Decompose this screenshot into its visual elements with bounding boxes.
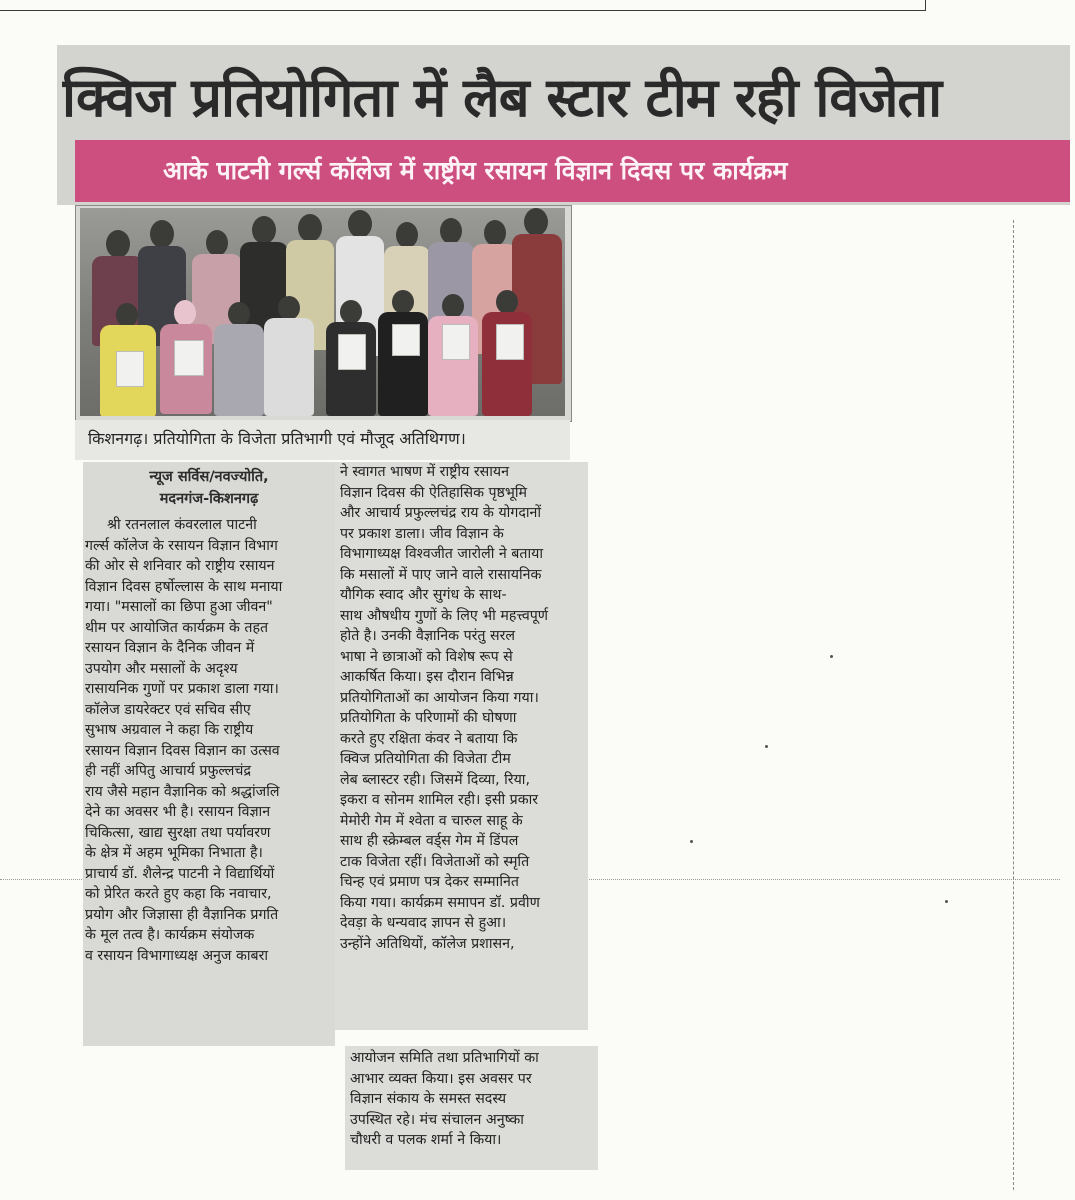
text-line: आभार व्यक्त किया। इस अवसर पर — [350, 1070, 532, 1087]
text-line: आकर्षित किया। इस दौरान विभिन्न — [340, 669, 514, 685]
text-line: करते हुए रक्षिता कंवर ने बताया कि — [340, 730, 518, 747]
text-line: इकरा व सोनम शामिल रही। इसी प्रकार — [340, 792, 539, 808]
scan-speck — [945, 900, 948, 903]
text-line: की ओर से शनिवार को राष्ट्रीय रसायन — [85, 558, 275, 574]
subheadline: आके पाटनी गर्ल्स कॉलेज में राष्ट्रीय रसायन विज्ञान दिवस पर कार्यक्रम — [163, 156, 788, 185]
text-line: ने स्वागत भाषण में राष्ट्रीय रसायन — [340, 464, 510, 480]
scan-speck — [830, 655, 833, 658]
text-line: और आचार्य प्रफुल्लचंद्र राय के योगदानों — [340, 505, 542, 521]
text-line: मेमोरी गेम में श्वेता व चारुल साहू के — [340, 812, 523, 829]
text-line: राय जैसे महान वैज्ञानिक को श्रद्धांजलि — [85, 783, 280, 800]
scan-speck — [690, 840, 693, 843]
text-line: के मूल तत्व है। कार्यक्रम संयोजक — [85, 927, 255, 943]
text-line: चिकित्सा, खाद्य सुरक्षा तथा पर्यावरण — [85, 824, 271, 841]
text-line: यौगिक स्वाद और सुगंध के साथ- — [340, 587, 507, 603]
text-line: टाक विजेता रहीं। विजेताओं को स्मृति — [340, 853, 530, 870]
text-line: प्रतियोगिता के परिणामों की घोषणा — [340, 710, 517, 726]
text-line: विज्ञान दिवस की ऐतिहासिक पृष्ठभूमि — [340, 484, 528, 501]
text-line: रसायन विज्ञान दिवस विज्ञान का उत्सव — [85, 742, 280, 759]
text-line: साथ ही स्क्रेम्बल वर्ड्स गेम में डिंपल — [340, 833, 519, 849]
column-rule — [1013, 220, 1014, 1190]
text-line: गर्ल्स कॉलेज के रसायन विज्ञान विभाग — [85, 537, 278, 554]
article-column-left — [85, 515, 333, 966]
text-line: को प्रेरित करते हुए कहा कि नवाचार, — [85, 886, 272, 902]
text-line: थीम पर आयोजित कार्यक्रम के तहत — [85, 619, 269, 636]
text-line: विज्ञान दिवस हर्षोल्लास के साथ मनाया — [85, 578, 283, 595]
text-line: विज्ञान संकाय के समस्त सदस्य — [350, 1091, 507, 1107]
text-line: प्राचार्य डॉ. शैलेन्द्र पाटनी ने विद्यार्थियों — [85, 865, 275, 882]
text-line: प्रयोग और जिज्ञासा ही वैज्ञानिक प्रगति — [85, 906, 279, 923]
text-line: होते है। उनकी वैज्ञानिक परंतु सरल — [340, 628, 516, 644]
byline — [83, 462, 335, 514]
byline-location: मदनगंज-किशनगढ़ — [159, 491, 259, 507]
scan-speck — [765, 745, 768, 748]
byline-agency: न्यूज सर्विस/नवज्योति, — [149, 469, 269, 485]
text-line: व रसायन विभागाध्यक्ष अनुज काबरा — [85, 947, 269, 964]
scan-border — [0, 0, 926, 11]
text-line: उन्होंने अतिथियों, कॉलेज प्रशासन, — [340, 935, 515, 952]
text-line: श्री रतनलाल कंवरलाल पाटनी — [107, 517, 257, 533]
blank-page-area — [590, 205, 1070, 1200]
text-line: देने का अवसर भी है। रसायन विज्ञान — [85, 804, 271, 820]
text-line: रसायन विज्ञान के दैनिक जीवन में — [85, 640, 255, 656]
text-line: क्विज प्रतियोगिता की विजेता टीम — [340, 751, 511, 767]
text-line: प्रतियोगिताओं का आयोजन किया गया। — [340, 689, 539, 706]
text-line: आयोजन समिति तथा प्रतिभागियों का — [350, 1050, 539, 1066]
article-column-right — [340, 462, 586, 954]
text-line: चौधरी व पलक शर्मा ने किया। — [350, 1132, 502, 1148]
text-line: ही नहीं अपितु आचार्य प्रफुल्लचंद्र — [85, 763, 251, 779]
text-line: कि मसालों में पाए जाने वाले रासायनिक — [340, 566, 542, 583]
group-photo — [80, 208, 565, 416]
text-line: लेब ब्लास्टर रही। जिसमें दिव्या, रिया, — [340, 771, 530, 788]
text-line: देवड़ा के धन्यवाद ज्ञापन से हुआ। — [340, 915, 507, 931]
text-line: पर प्रकाश डाला। जीव विज्ञान के — [340, 525, 504, 542]
text-line: रासायनिक गुणों पर प्रकाश डाला गया। — [85, 681, 279, 697]
text-line: किया गया। कार्यक्रम समापन डॉ. प्रवीण — [340, 894, 540, 911]
article-column-right-continued — [350, 1048, 596, 1151]
photo-caption: किशनगढ़। प्रतियोगिता के विजेता प्रतिभागी एवं मौजूद अतिथिगण। — [88, 429, 466, 448]
text-line: गया। "मसालों का छिपा हुआ जीवन" — [85, 599, 273, 615]
text-line: के क्षेत्र में अहम भूमिका निभाता है। — [85, 845, 263, 861]
text-line: उपस्थित रहे। मंच संचालन अनुष्का — [350, 1111, 524, 1128]
headline: क्विज प्रतियोगिता में लैब स्टार टीम रही विजेता — [62, 66, 942, 129]
text-line: सुभाष अग्रवाल ने कहा कि राष्ट्रीय — [85, 722, 254, 738]
text-line: भाषा ने छात्राओं को विशेष रूप से — [340, 648, 513, 665]
text-line: चिन्ह एवं प्रमाण पत्र देकर सम्मानित — [340, 874, 519, 890]
text-line: साथ औषधीय गुणों के लिए भी महत्त्वपूर्ण — [340, 607, 549, 624]
text-line: विभागाध्यक्ष विश्वजीत जारोली ने बताया — [340, 546, 544, 562]
text-line: उपयोग और मसालों के अदृश्य — [85, 660, 238, 677]
text-line: कॉलेज डायरेक्टर एवं सचिव सीए — [85, 701, 251, 718]
